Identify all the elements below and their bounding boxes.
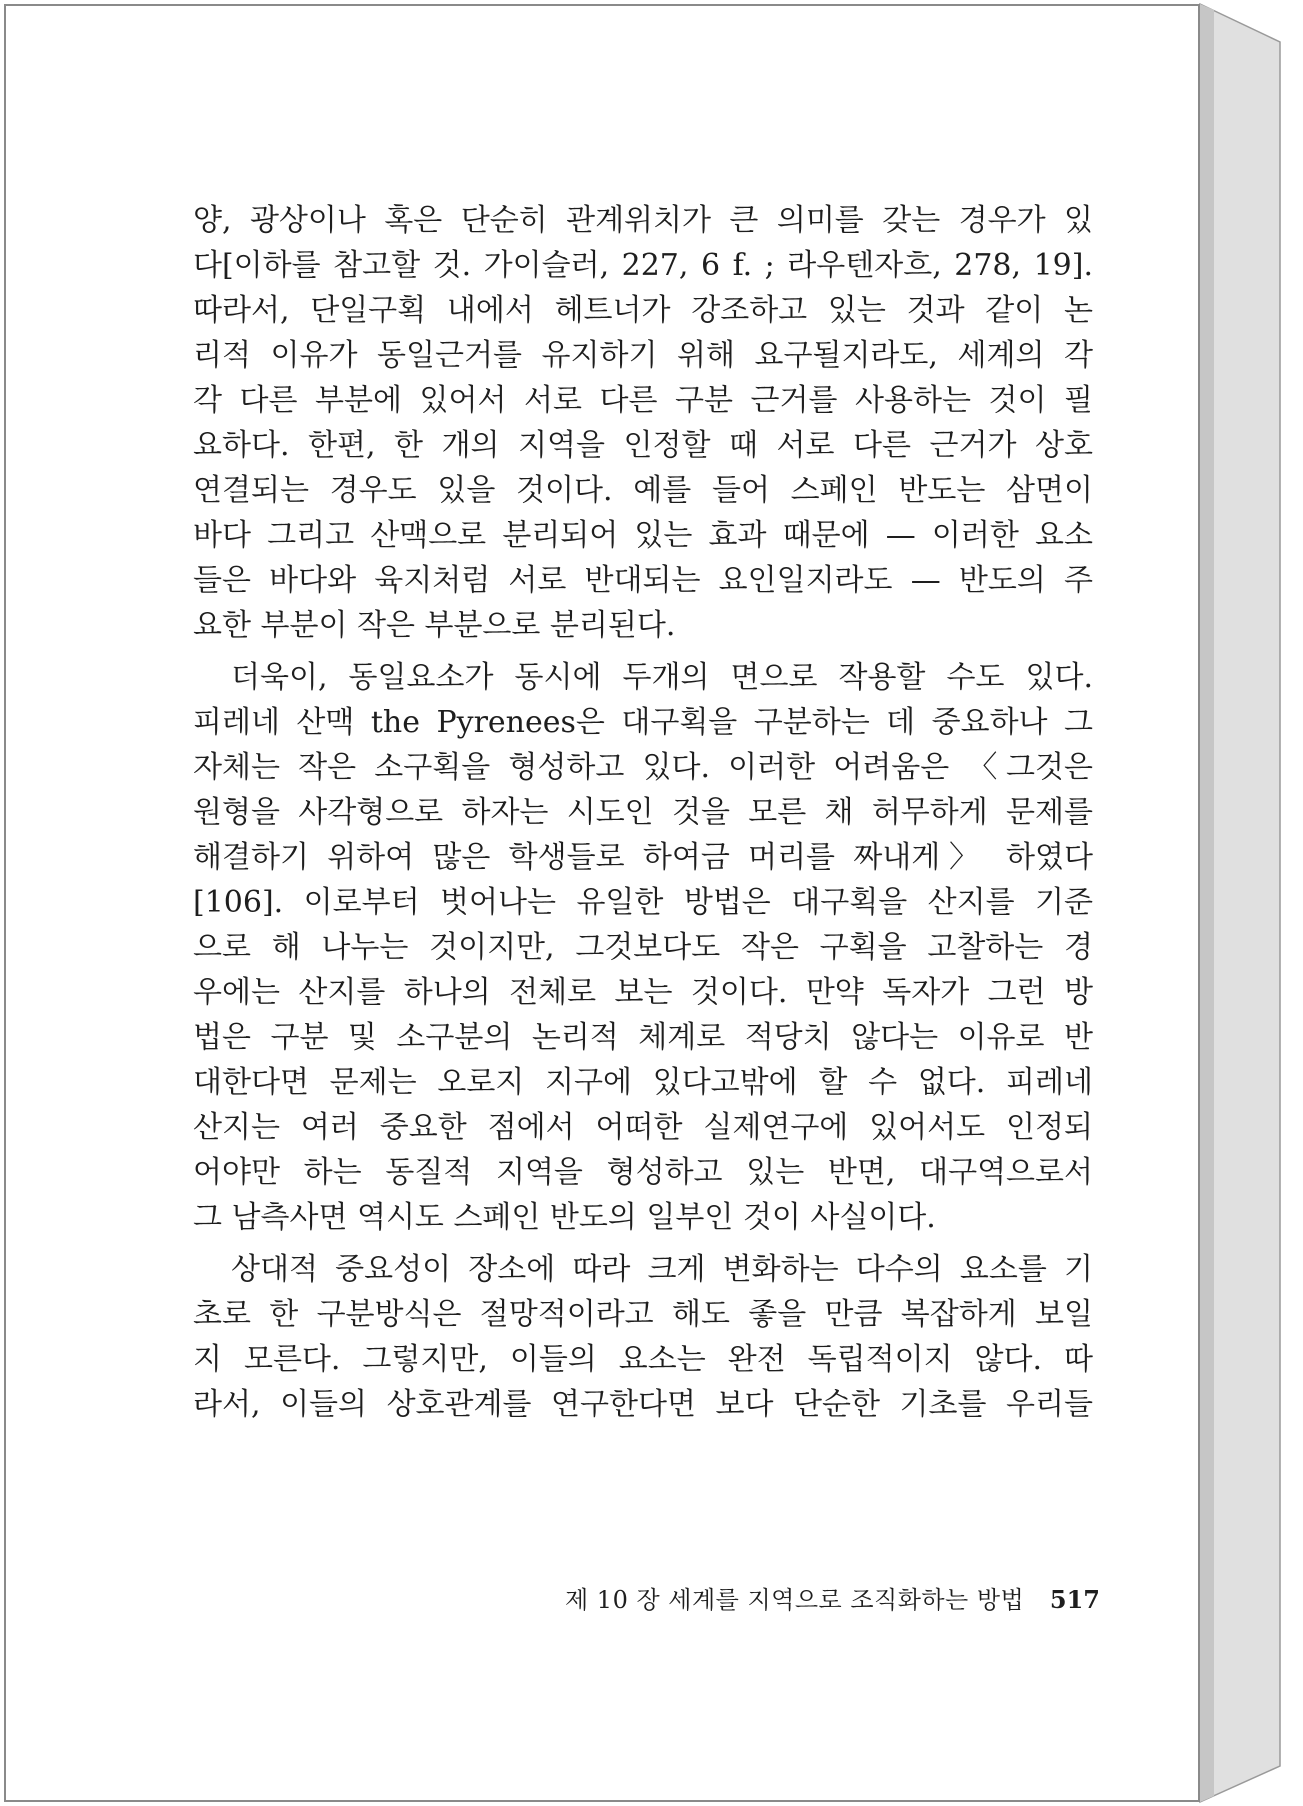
text-line: 그 남측사면 역시도 스페인 반도의 일부인 것이 사실이다.: [193, 1200, 936, 1235]
page-number: 517: [1049, 1585, 1100, 1614]
text-line: 요한 부분이 작은 부분으로 분리된다.: [193, 608, 676, 643]
text-line: 피레네 산맥 the Pyrenees은 대구획을 구분하는 데 중요하나 그: [193, 705, 1093, 740]
text-line: 으로 해 나누는 것이지만, 그것보다도 작은 구획을 고찰하는 경: [193, 930, 1093, 965]
text-line: 해결하기 위하여 많은 학생들로 하여금 머리를 짜내게〉 하였다: [193, 840, 1093, 875]
text-line: 어야만 하는 동질적 지역을 형성하고 있는 반면, 대구역으로서: [193, 1155, 1093, 1190]
text-line: 각 다른 부분에 있어서 서로 다른 구분 근거를 사용하는 것이 필: [193, 383, 1093, 418]
text-line: 초로 한 구분방식은 절망적이라고 해도 좋을 만큼 복잡하게 보일: [193, 1297, 1093, 1332]
text-line: 바다 그리고 산맥으로 분리되어 있는 효과 때문에 — 이러한 요소: [193, 518, 1093, 553]
text-line: 상대적 중요성이 장소에 따라 크게 변화하는 다수의 요소를 기: [231, 1252, 1093, 1287]
text-line: 라서, 이들의 상호관계를 연구한다면 보다 단순한 기초를 우리들: [193, 1387, 1093, 1422]
text-line: 원형을 사각형으로 하자는 시도인 것을 모른 채 허무하게 문제를: [193, 795, 1093, 830]
text-line: 연결되는 경우도 있을 것이다. 예를 들어 스페인 반도는 삼면이: [193, 473, 1093, 508]
text-line: 양, 광상이나 혹은 단순히 관계위치가 큰 의미를 갖는 경우가 있: [193, 203, 1093, 238]
text-line: 요하다. 한편, 한 개의 지역을 인정할 때 서로 다른 근거가 상호: [193, 428, 1093, 463]
text-line: 대한다면 문제는 오로지 지구에 있다고밖에 할 수 없다. 피레네: [193, 1065, 1093, 1100]
running-footer: [500, 1580, 1100, 1615]
text-line: 더욱이, 동일요소가 동시에 두개의 면으로 작용할 수도 있다.: [231, 660, 1093, 695]
text-line: [106]. 이로부터 벗어나는 유일한 방법은 대구획을 산지를 기준: [193, 885, 1093, 920]
paragraph-1: [193, 198, 1093, 648]
text-line: 다[이하를 참고할 것. 가이슬러, 227, 6 f. ; 라우텐자흐, 278, 19].: [193, 248, 1093, 283]
text-line: 우에는 산지를 하나의 전체로 보는 것이다. 만약 독자가 그런 방: [193, 975, 1093, 1010]
text-line: 자체는 작은 소구획을 형성하고 있다. 이러한 어려움은 〈그것은: [193, 750, 1093, 785]
page-body-text: [193, 198, 1093, 1427]
text-line: 들은 바다와 육지처럼 서로 반대되는 요인일지라도 — 반도의 주: [193, 563, 1093, 598]
text-line: 따라서, 단일구획 내에서 헤트너가 강조하고 있는 것과 같이 논: [193, 293, 1093, 328]
chapter-title: 제 10 장 세계를 지역으로 조직화하는 방법: [564, 1586, 1025, 1614]
text-line: 법은 구분 및 소구분의 논리적 체계로 적당치 않다는 이유로 반: [193, 1020, 1093, 1055]
text-line: 리적 이유가 동일근거를 유지하기 위해 요구될지라도, 세계의 각: [193, 338, 1093, 373]
book-spine-shadow: [1200, 4, 1214, 1802]
text-line: 지 모른다. 그렇지만, 이들의 요소는 완전 독립적이지 않다. 따: [193, 1342, 1093, 1377]
paragraph-3: [193, 1247, 1093, 1427]
paragraph-2: [193, 655, 1093, 1240]
text-line: 산지는 여러 중요한 점에서 어떠한 실제연구에 있어서도 인정되: [193, 1110, 1093, 1145]
